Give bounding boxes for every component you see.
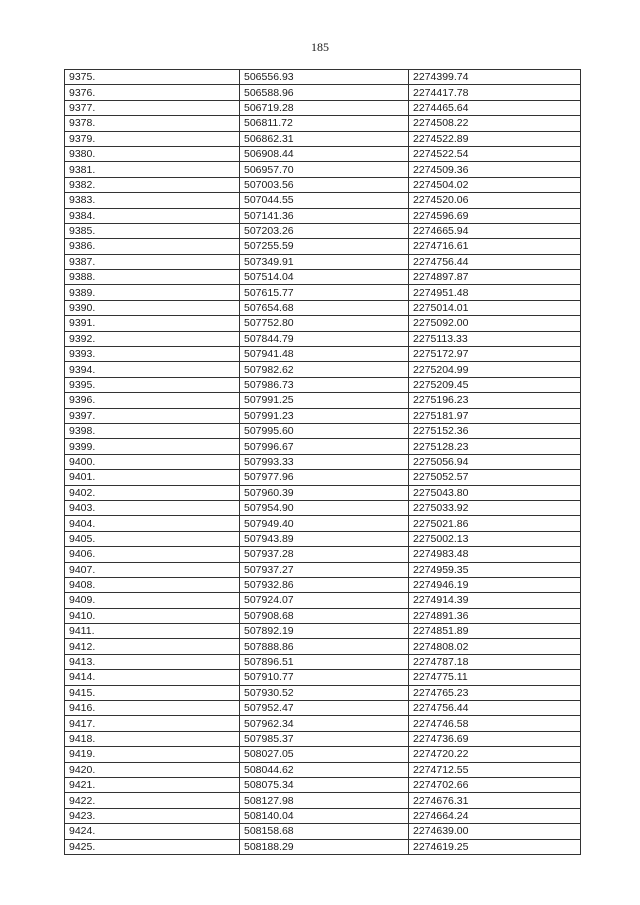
y-coordinate-cell: 2274959.35 (409, 562, 581, 577)
y-coordinate-cell: 2274664.24 (409, 808, 581, 823)
point-number-cell: 9394. (65, 362, 240, 377)
point-number-cell: 9412. (65, 639, 240, 654)
point-number-cell: 9387. (65, 254, 240, 269)
y-coordinate-cell: 2274665.94 (409, 223, 581, 238)
point-number-cell: 9416. (65, 701, 240, 716)
table-row (65, 423, 581, 438)
point-number-cell: 9377. (65, 100, 240, 115)
table-row (65, 239, 581, 254)
point-number-cell: 9420. (65, 762, 240, 777)
y-coordinate-cell: 2274399.74 (409, 70, 581, 85)
x-coordinate-cell: 507908.68 (240, 608, 409, 623)
x-coordinate-cell: 507752.80 (240, 316, 409, 331)
table-row (65, 470, 581, 485)
table-row (65, 393, 581, 408)
point-number-cell: 9400. (65, 454, 240, 469)
x-coordinate-cell: 506556.93 (240, 70, 409, 85)
y-coordinate-cell: 2274702.66 (409, 777, 581, 792)
y-coordinate-cell: 2274716.61 (409, 239, 581, 254)
point-number-cell: 9410. (65, 608, 240, 623)
point-number-cell: 9376. (65, 85, 240, 100)
x-coordinate-cell: 506588.96 (240, 85, 409, 100)
y-coordinate-cell: 2275014.01 (409, 300, 581, 315)
table-row (65, 254, 581, 269)
y-coordinate-cell: 2274808.02 (409, 639, 581, 654)
point-number-cell: 9421. (65, 777, 240, 792)
table-row (65, 839, 581, 854)
table-row (65, 162, 581, 177)
y-coordinate-cell: 2274639.00 (409, 824, 581, 839)
table-row (65, 146, 581, 161)
table-row (65, 193, 581, 208)
table-row (65, 408, 581, 423)
x-coordinate-cell: 507982.62 (240, 362, 409, 377)
x-coordinate-cell: 507888.86 (240, 639, 409, 654)
y-coordinate-cell: 2274676.31 (409, 793, 581, 808)
x-coordinate-cell: 507141.36 (240, 208, 409, 223)
point-number-cell: 9413. (65, 654, 240, 669)
y-coordinate-cell: 2274417.78 (409, 85, 581, 100)
y-coordinate-cell: 2274983.48 (409, 547, 581, 562)
table-row (65, 208, 581, 223)
y-coordinate-cell: 2275033.92 (409, 500, 581, 515)
point-number-cell: 9395. (65, 377, 240, 392)
point-number-cell: 9381. (65, 162, 240, 177)
x-coordinate-cell: 507991.23 (240, 408, 409, 423)
x-coordinate-cell: 507941.48 (240, 347, 409, 362)
y-coordinate-cell: 2274509.36 (409, 162, 581, 177)
table-row (65, 285, 581, 300)
x-coordinate-cell: 507892.19 (240, 624, 409, 639)
y-coordinate-cell: 2275196.23 (409, 393, 581, 408)
point-number-cell: 9388. (65, 270, 240, 285)
table-row (65, 577, 581, 592)
y-coordinate-cell: 2275052.57 (409, 470, 581, 485)
x-coordinate-cell: 507977.96 (240, 470, 409, 485)
table-row (65, 562, 581, 577)
point-number-cell: 9409. (65, 593, 240, 608)
y-coordinate-cell: 2275128.23 (409, 439, 581, 454)
table-row (65, 747, 581, 762)
x-coordinate-cell: 507991.25 (240, 393, 409, 408)
point-number-cell: 9391. (65, 316, 240, 331)
y-coordinate-cell: 2274951.48 (409, 285, 581, 300)
x-coordinate-cell: 507943.89 (240, 531, 409, 546)
x-coordinate-cell: 508075.34 (240, 777, 409, 792)
x-coordinate-cell: 506719.28 (240, 100, 409, 115)
table-row (65, 808, 581, 823)
table-row (65, 516, 581, 531)
x-coordinate-cell: 507996.67 (240, 439, 409, 454)
table-row (65, 762, 581, 777)
point-number-cell: 9411. (65, 624, 240, 639)
x-coordinate-cell: 507937.27 (240, 562, 409, 577)
y-coordinate-cell: 2274851.89 (409, 624, 581, 639)
point-number-cell: 9406. (65, 547, 240, 562)
x-coordinate-cell: 507952.47 (240, 701, 409, 716)
x-coordinate-cell: 507203.26 (240, 223, 409, 238)
point-number-cell: 9378. (65, 116, 240, 131)
table-row (65, 85, 581, 100)
y-coordinate-cell: 2275204.99 (409, 362, 581, 377)
point-number-cell: 9418. (65, 731, 240, 746)
y-coordinate-cell: 2274504.02 (409, 177, 581, 192)
point-number-cell: 9379. (65, 131, 240, 146)
x-coordinate-cell: 507654.68 (240, 300, 409, 315)
point-number-cell: 9423. (65, 808, 240, 823)
table-row (65, 593, 581, 608)
x-coordinate-cell: 506811.72 (240, 116, 409, 131)
table-row (65, 331, 581, 346)
x-coordinate-cell: 506862.31 (240, 131, 409, 146)
table-row (65, 670, 581, 685)
point-number-cell: 9392. (65, 331, 240, 346)
point-number-cell: 9419. (65, 747, 240, 762)
y-coordinate-cell: 2275043.80 (409, 485, 581, 500)
y-coordinate-cell: 2274746.58 (409, 716, 581, 731)
x-coordinate-cell: 507255.59 (240, 239, 409, 254)
point-number-cell: 9414. (65, 670, 240, 685)
x-coordinate-cell: 508044.62 (240, 762, 409, 777)
x-coordinate-cell: 507514.04 (240, 270, 409, 285)
point-number-cell: 9424. (65, 824, 240, 839)
point-number-cell: 9393. (65, 347, 240, 362)
y-coordinate-cell: 2274596.69 (409, 208, 581, 223)
point-number-cell: 9386. (65, 239, 240, 254)
x-coordinate-cell: 507349.91 (240, 254, 409, 269)
x-coordinate-cell: 507615.77 (240, 285, 409, 300)
point-number-cell: 9422. (65, 793, 240, 808)
y-coordinate-cell: 2274787.18 (409, 654, 581, 669)
y-coordinate-cell: 2275021.86 (409, 516, 581, 531)
table-row (65, 131, 581, 146)
x-coordinate-cell: 507896.51 (240, 654, 409, 669)
y-coordinate-cell: 2274522.54 (409, 146, 581, 161)
y-coordinate-cell: 2275209.45 (409, 377, 581, 392)
x-coordinate-cell: 507949.40 (240, 516, 409, 531)
y-coordinate-cell: 2274736.69 (409, 731, 581, 746)
y-coordinate-cell: 2275092.00 (409, 316, 581, 331)
point-number-cell: 9385. (65, 223, 240, 238)
x-coordinate-cell: 508027.05 (240, 747, 409, 762)
point-number-cell: 9425. (65, 839, 240, 854)
table-row (65, 223, 581, 238)
table-row (65, 654, 581, 669)
x-coordinate-cell: 507910.77 (240, 670, 409, 685)
table-row (65, 777, 581, 792)
x-coordinate-cell: 507844.79 (240, 331, 409, 346)
table-row (65, 177, 581, 192)
table-row (65, 454, 581, 469)
x-coordinate-cell: 508188.29 (240, 839, 409, 854)
table-row (65, 347, 581, 362)
y-coordinate-cell: 2275172.97 (409, 347, 581, 362)
x-coordinate-cell: 507924.07 (240, 593, 409, 608)
table-row (65, 500, 581, 515)
point-number-cell: 9417. (65, 716, 240, 731)
table-row (65, 639, 581, 654)
y-coordinate-cell: 2274756.44 (409, 254, 581, 269)
table-row (65, 316, 581, 331)
table-row (65, 701, 581, 716)
table-row (65, 685, 581, 700)
y-coordinate-cell: 2274765.23 (409, 685, 581, 700)
table-row (65, 300, 581, 315)
table-row (65, 716, 581, 731)
y-coordinate-cell: 2274712.55 (409, 762, 581, 777)
y-coordinate-cell: 2274946.19 (409, 577, 581, 592)
point-number-cell: 9415. (65, 685, 240, 700)
point-number-cell: 9375. (65, 70, 240, 85)
point-number-cell: 9398. (65, 423, 240, 438)
point-number-cell: 9402. (65, 485, 240, 500)
table-row (65, 624, 581, 639)
y-coordinate-cell: 2275113.33 (409, 331, 581, 346)
x-coordinate-cell: 507986.73 (240, 377, 409, 392)
x-coordinate-cell: 508140.04 (240, 808, 409, 823)
table-row (65, 377, 581, 392)
table-row (65, 531, 581, 546)
x-coordinate-cell: 507960.39 (240, 485, 409, 500)
x-coordinate-cell: 508158.68 (240, 824, 409, 839)
y-coordinate-cell: 2274756.44 (409, 701, 581, 716)
point-number-cell: 9384. (65, 208, 240, 223)
y-coordinate-cell: 2274619.25 (409, 839, 581, 854)
point-number-cell: 9404. (65, 516, 240, 531)
point-number-cell: 9405. (65, 531, 240, 546)
y-coordinate-cell: 2274897.87 (409, 270, 581, 285)
coordinates-table-body (65, 70, 581, 855)
table-row (65, 547, 581, 562)
x-coordinate-cell: 507937.28 (240, 547, 409, 562)
table-row (65, 362, 581, 377)
point-number-cell: 9399. (65, 439, 240, 454)
point-number-cell: 9408. (65, 577, 240, 592)
x-coordinate-cell: 506908.44 (240, 146, 409, 161)
x-coordinate-cell: 508127.98 (240, 793, 409, 808)
table-row (65, 485, 581, 500)
y-coordinate-cell: 2274465.64 (409, 100, 581, 115)
x-coordinate-cell: 507930.52 (240, 685, 409, 700)
point-number-cell: 9383. (65, 193, 240, 208)
point-number-cell: 9403. (65, 500, 240, 515)
y-coordinate-cell: 2275002.13 (409, 531, 581, 546)
y-coordinate-cell: 2274508.22 (409, 116, 581, 131)
point-number-cell: 9407. (65, 562, 240, 577)
y-coordinate-cell: 2274914.39 (409, 593, 581, 608)
table-row (65, 731, 581, 746)
x-coordinate-cell: 506957.70 (240, 162, 409, 177)
table-row (65, 100, 581, 115)
table-row (65, 270, 581, 285)
y-coordinate-cell: 2275056.94 (409, 454, 581, 469)
y-coordinate-cell: 2274522.89 (409, 131, 581, 146)
y-coordinate-cell: 2275181.97 (409, 408, 581, 423)
x-coordinate-cell: 507985.37 (240, 731, 409, 746)
y-coordinate-cell: 2274775.11 (409, 670, 581, 685)
table-row (65, 608, 581, 623)
point-number-cell: 9396. (65, 393, 240, 408)
y-coordinate-cell: 2274891.36 (409, 608, 581, 623)
y-coordinate-cell: 2274520.06 (409, 193, 581, 208)
x-coordinate-cell: 507962.34 (240, 716, 409, 731)
x-coordinate-cell: 507932.86 (240, 577, 409, 592)
point-number-cell: 9390. (65, 300, 240, 315)
y-coordinate-cell: 2275152.36 (409, 423, 581, 438)
table-row (65, 824, 581, 839)
table-row (65, 439, 581, 454)
table-row (65, 116, 581, 131)
coordinates-table (64, 69, 581, 855)
x-coordinate-cell: 507993.33 (240, 454, 409, 469)
point-number-cell: 9397. (65, 408, 240, 423)
point-number-cell: 9382. (65, 177, 240, 192)
x-coordinate-cell: 507044.55 (240, 193, 409, 208)
point-number-cell: 9389. (65, 285, 240, 300)
x-coordinate-cell: 507954.90 (240, 500, 409, 515)
point-number-cell: 9380. (65, 146, 240, 161)
y-coordinate-cell: 2274720.22 (409, 747, 581, 762)
page-number: 185 (311, 40, 329, 54)
table-row (65, 70, 581, 85)
table-row (65, 793, 581, 808)
point-number-cell: 9401. (65, 470, 240, 485)
x-coordinate-cell: 507003.56 (240, 177, 409, 192)
x-coordinate-cell: 507995.60 (240, 423, 409, 438)
